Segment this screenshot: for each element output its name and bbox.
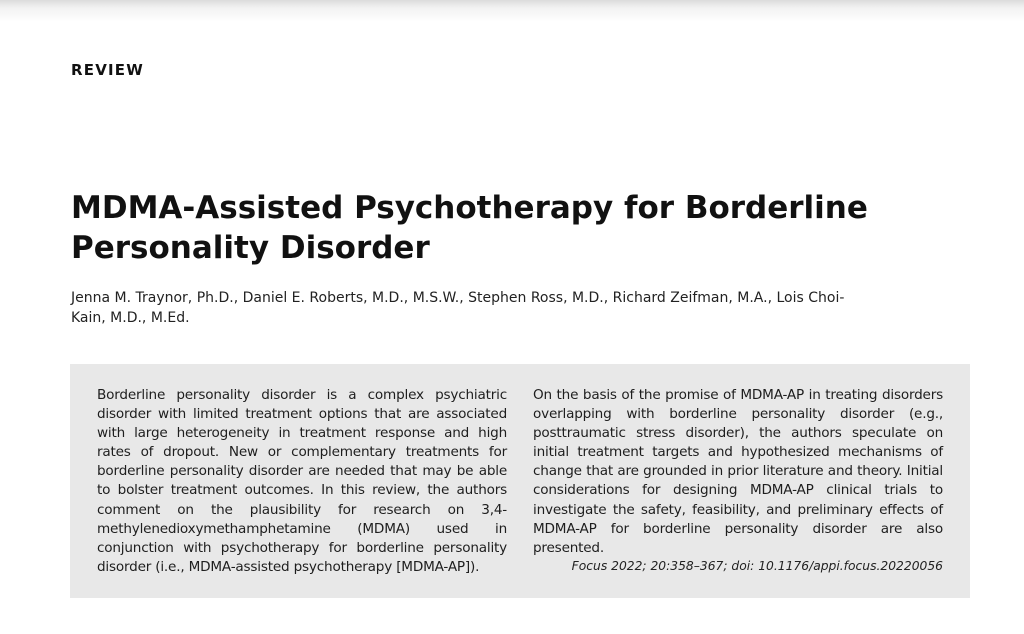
- top-shadow: [0, 0, 1024, 22]
- citation: Focus 2022; 20:358–367; doi: 10.1176/appi.focus.20220056: [571, 559, 943, 573]
- abstract-left-column: Borderline personality disorder is a complex psychiatric disorder with limited treatment options that are associated with large heterogeneity in treatment response and high rates of dropout. New or complementary treatments for borderline personality disorder are needed that may be able to bolster treatment outcomes. In this review, the authors comment on the plausibility for research on 3,4-methylenedioxymethamphetamine (MDMA) used in conjunction with psychotherapy for borderline personality disorder (i.e., MDMA-assisted psychotherapy [MDMA-AP]).: [97, 387, 507, 575]
- abstract-box: [70, 364, 970, 598]
- author-list: Jenna M. Traynor, Ph.D., Daniel E. Roberts, M.D., M.S.W., Stephen Ross, M.D., Richard Zeifman, M.A., Lois Choi-Kain, M.D., M.Ed.: [71, 290, 845, 326]
- article-title: MDMA-Assisted Psychotherapy for Borderline Personality Disorder: [71, 190, 868, 266]
- section-label: REVIEW: [71, 61, 144, 79]
- abstract-right-column: On the basis of the promise of MDMA-AP in treating disorders overlapping with borderline personality disorder (e.g., posttraumatic stress disorder), the authors speculate on initial treatment targets and hypothesized mechanisms of change that are grounded in prior literature and theory. Initial considerations for designing MDMA-AP clinical trials to investigate the safety, feasibility, and preliminary effects of MDMA-AP for borderline personality disorder are also presented.: [533, 387, 943, 556]
